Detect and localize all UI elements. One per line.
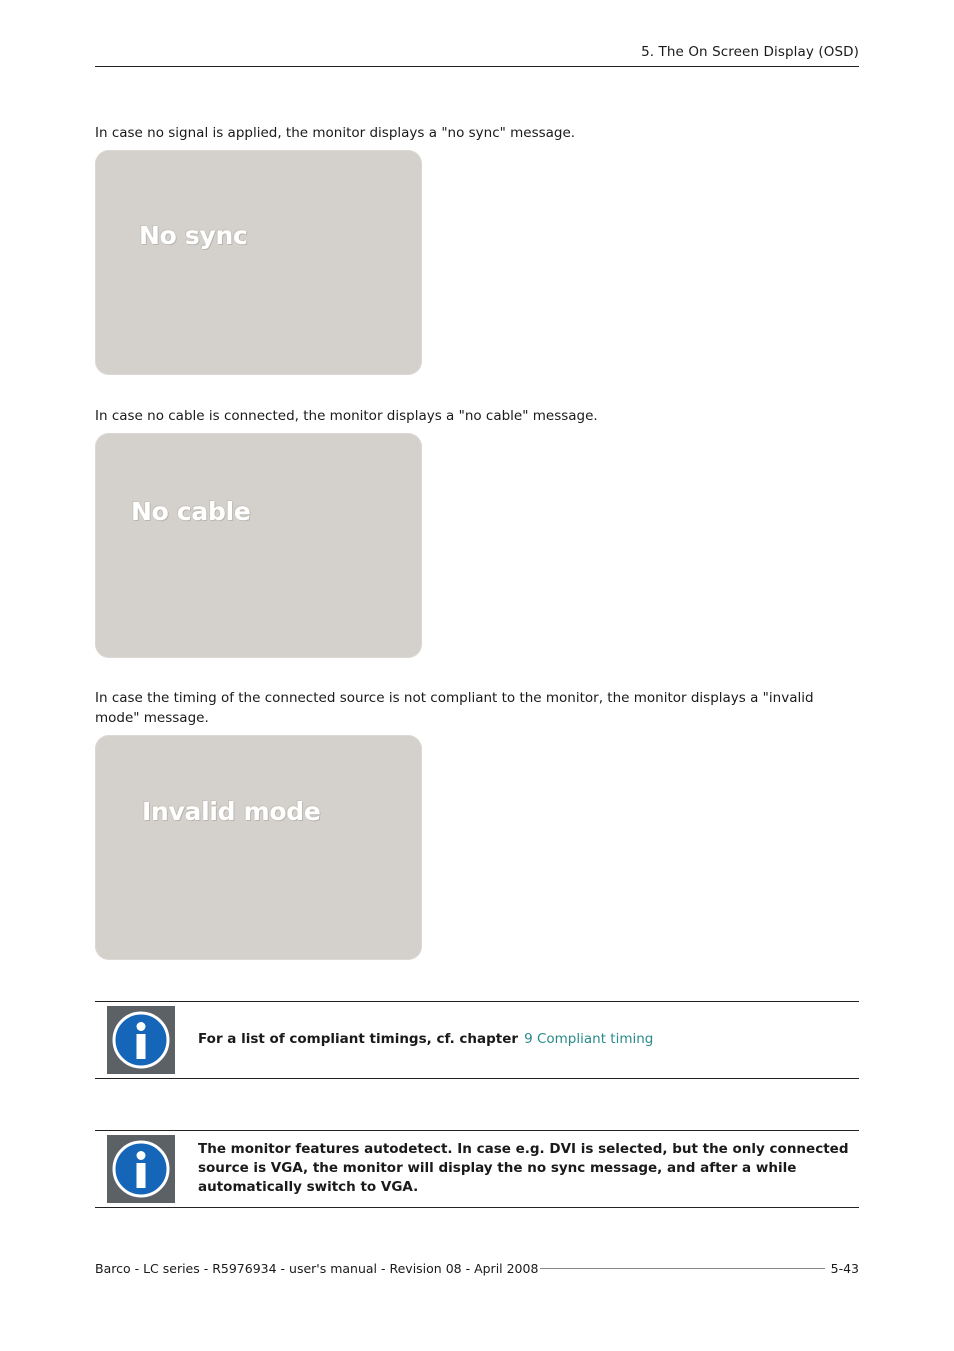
info-icon: [107, 1006, 175, 1074]
no-sync-caption: In case no signal is applied, the monitor displays a "no sync" message.: [95, 125, 576, 141]
chapter-header: 5. The On Screen Display (OSD): [641, 44, 859, 60]
compliant-timing-link[interactable]: 9 Compliant timing: [524, 1031, 654, 1047]
note-autodetect-text: The monitor features autodetect. In case e.g. DVI is selected, but the only connected source is VGA, the monitor will display the no sync message, and after a while automatically switch to VGA.: [198, 1141, 849, 1195]
note-compliant-text: For a list of compliant timings, cf. chapter: [198, 1031, 519, 1047]
info-note-compliant-timings: [95, 1001, 859, 1079]
footer-document-info: Barco - LC series - R5976934 - user's manual - Revision 08 - April 2008: [95, 1261, 539, 1276]
footer-page-number: 5-43: [830, 1261, 859, 1276]
info-icon: [107, 1135, 175, 1203]
invalid-mode-caption: In case the timing of the connected source is not compliant to the monitor, the monitor displays a "invalid mode" message.: [95, 690, 814, 726]
note-text: [198, 1030, 859, 1049]
no-cable-message: No cable: [131, 497, 251, 526]
invalid-mode-osd-screen: [95, 735, 422, 960]
page-footer: [95, 1261, 859, 1276]
no-cable-osd-screen: [95, 433, 422, 658]
footer-divider: [540, 1268, 824, 1269]
no-sync-message: No sync: [139, 221, 248, 250]
no-sync-osd-screen: [95, 150, 422, 375]
no-cable-caption: In case no cable is connected, the monitor displays a "no cable" message.: [95, 408, 598, 424]
invalid-mode-message: Invalid mode: [142, 797, 321, 826]
header-divider: [95, 66, 859, 67]
info-note-autodetect: [95, 1130, 859, 1208]
